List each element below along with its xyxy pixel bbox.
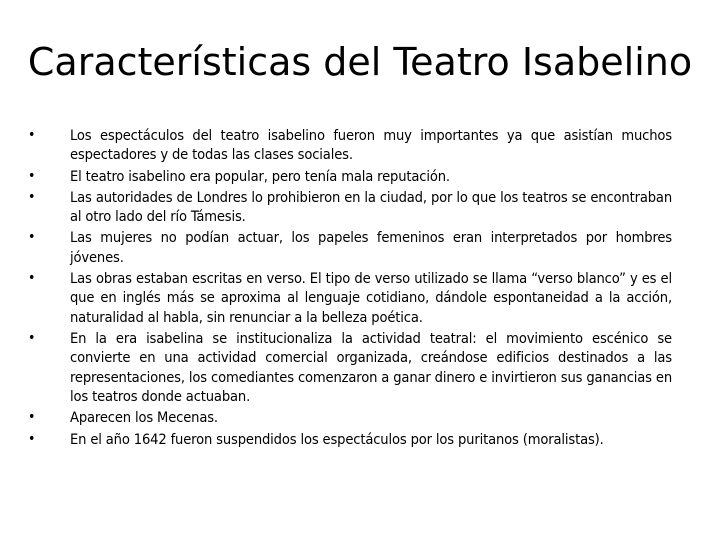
- bullet-dot-icon: •: [28, 127, 36, 143]
- bullet-text: Aparecen los Mecenas.: [70, 409, 218, 427]
- bullet-dot-icon: •: [28, 188, 36, 205]
- bullet-dot-icon: •: [28, 167, 36, 184]
- bullet-text: Las obras estaban escritas en verso. El tipo de verso utilizado se llama “verso blanco” y es el que en inglés más se aproxima al lenguaje cotidiano, dándole espontaneidad a la acción, naturalidad al habla, sin renunciar a la belleza poética.: [70, 270, 672, 326]
- bullet-text: En el año 1642 fueron suspendidos los espectáculos por los puritanos (moralistas).: [70, 430, 604, 448]
- bullet-text: Las autoridades de Londres lo prohibieron en la ciudad, por lo que los teatros se encontraban al otro lado del río Támesis.: [70, 188, 672, 226]
- bullet-list: [28, 126, 672, 451]
- bullet-item: [28, 329, 672, 407]
- bullet-item: [28, 188, 672, 227]
- bullet-text: Las mujeres no podían actuar, los papeles femeninos eran interpretados por hombres jóvenes.: [70, 229, 672, 266]
- bullet-text: El teatro isabelino era popular, pero tenía mala reputación.: [70, 167, 450, 185]
- slide-title: Características del Teatro Isabelino: [27, 40, 693, 84]
- bullet-item: [28, 430, 672, 449]
- bullet-item: [28, 269, 672, 327]
- bullet-item: [28, 126, 672, 165]
- bullet-dot-icon: •: [28, 409, 36, 426]
- bullet-item: [28, 228, 672, 267]
- bullet-dot-icon: •: [28, 430, 36, 447]
- bullet-dot-icon: •: [28, 229, 36, 246]
- bullet-dot-icon: •: [28, 270, 36, 287]
- bullet-item: [28, 167, 672, 186]
- bullet-text: En la era isabelina se institucionaliza la actividad teatral: el movimiento escénico se convierte en una actividad comercial organizada, creándose edificios destinados a las representaciones, los comediantes comenzaron a ganar dinero e invirtieron sus ganancias en los teatros donde actuaban.: [70, 330, 672, 406]
- bullet-dot-icon: •: [28, 330, 36, 347]
- bullet-text: Los espectáculos del teatro isabelino fueron muy importantes ya que asistían muchos espectadores y de todas las clases sociales.: [70, 127, 672, 164]
- bullet-item: [28, 408, 672, 427]
